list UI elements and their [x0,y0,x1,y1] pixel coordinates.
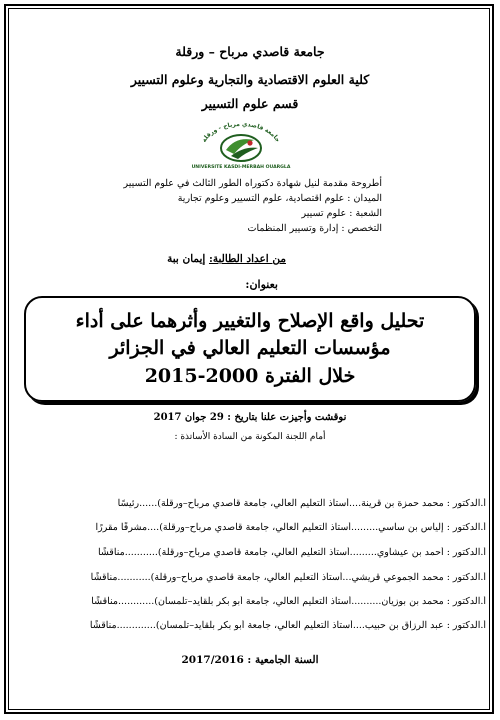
academic-year: السنة الجامعية : 2017/2016 [181,654,319,666]
jury-member: أ.الدكتور : عبد الرزاق بن حبيب....أستاذ التعليم العالي، جامعة أبو بكر بلقايد–تلمسان).............مناقشًا [89,620,486,631]
jury-member: أ.الدكتور : إلياس بن ساسي.........أستاذ التعليم العالي، جامعة قاصدي مرباح–ورقلة)....مشرفًا مقررًا [95,522,486,533]
thesis-title-line-1: تحليل واقع الإصلاح والتغيير وأثرهما على أداء [75,309,425,332]
thesis-title-line-3: خلال الفترة 2000-2015 [144,364,356,387]
university-name: جامعة قاصدي مرباح – ورقلة [175,44,325,59]
student-name: إيمان ببة [167,253,206,265]
branch-line: الشعبة : علوم تسيير [301,208,382,219]
logo-arc-text: جامعة قاصدي مرباح - ورقلة [200,120,282,144]
jury-member: أ.الدكتور : محمد حمزة بن قرينة....أستاذ التعليم العالي، جامعة قاصدي مرباح–ورقلة)......رئيسًا [117,498,486,509]
logo-caption: UNIVERSITE KASDI-MERBAH OUARGLA [191,165,291,170]
jury-member: أ.الدكتور : أحمد بن عيشاوي.........أستاذ التعليم العالي، جامعة قاصدي مرباح–ورقلة)...........مناقشًا [97,547,486,558]
title-label: بعنوان: [245,278,278,291]
thesis-title-box [24,296,476,402]
thesis-title-line-2: مؤسسات التعليم العالي في الجزائر [109,337,391,360]
jury-member: أ.الدكتور : محمد بن بوزيان..........أستاذ التعليم العالي، جامعة أبو بكر بلقايد–تلمسان)............مناقشًا [91,596,486,607]
university-logo [176,118,306,172]
student-label: من اعداد الطالبة: [208,253,286,265]
defense-date: نوقشت وأجيزت علنا بتاريخ : 29 جوان 2017 [153,412,347,423]
department-name: قسم علوم التسيير [201,96,299,111]
jury-member: أ.الدكتور : محمد الجموعي قريشي...أستاذ التعليم العالي، جامعة قاصدي مرباح–ورقلة)...........مناقشًا [90,572,486,583]
specialty-line: التخصص : إدارة وتسيير المنظمات [247,223,382,234]
committee-intro: أمام اللجنة المكونة من السادة الأساتذة : [174,432,326,442]
thesis-description: أطروحة مقدمة لنيل شهادة دكتوراه الطور الثالث في علوم التسيير [123,178,382,189]
faculty-name: كلية العلوم الاقتصادية والتجارية وعلوم التسيير [130,72,370,87]
field-line: الميدان : علوم اقتصادية، علوم التسيير وعلوم تجارية [177,193,382,204]
emblem-icon [221,135,261,161]
student-line [167,253,286,265]
